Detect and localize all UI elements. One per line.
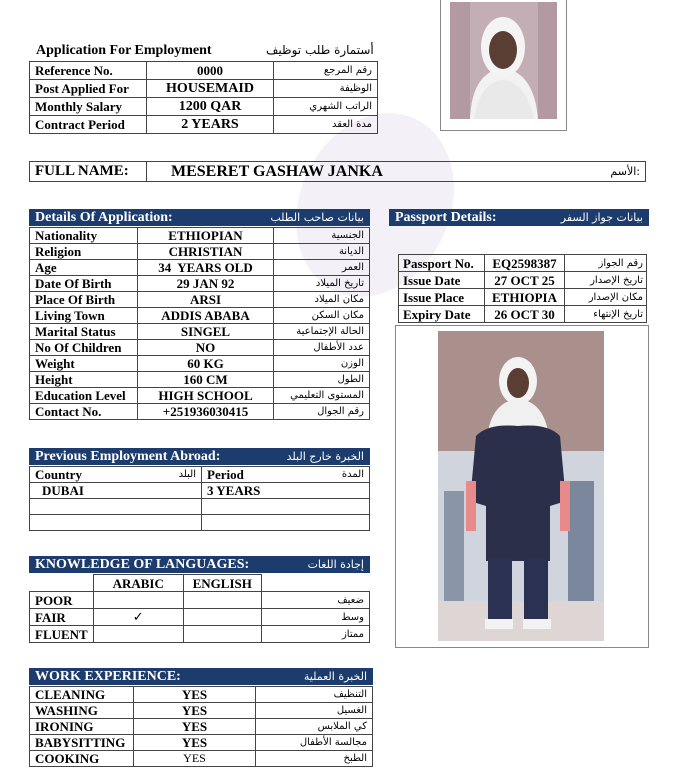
table-row [30,292,370,308]
expiry-value: 26 OCT 30 [485,306,565,323]
poor-label: POOR [30,592,94,609]
marital-value: SINGEL [138,324,274,340]
fluent-label-ar: ممتاز [261,626,369,643]
age-label: Age [30,260,138,276]
fluent-arabic [93,626,183,643]
table-row [30,575,370,592]
table-row [399,289,647,306]
cleaning-value: YES [134,687,256,703]
table-row [30,687,373,703]
religion-value: CHRISTIAN [138,244,274,260]
weight-label: Weight [30,356,138,372]
education-label-ar: المستوى التعليمي [274,388,370,404]
passport-title-ar: بيانات جواز السفر [560,211,643,224]
table-row [30,609,370,626]
age-value: 34 YEARS OLD [138,260,274,276]
issue-date-label: Issue Date [399,272,485,289]
dob-label: Date Of Birth [30,276,138,292]
fluent-label: FLUENT [30,626,94,643]
period-header [202,467,370,483]
empty-cell [202,499,370,515]
english-col-header: ENGLISH [183,575,261,592]
pob-value: ARSI [138,292,274,308]
country-label-ar: البلد [178,469,196,480]
salary-label-ar: الراتب الشهري [274,98,378,116]
post-label: Post Applied For [30,80,147,98]
washing-value: YES [134,703,256,719]
details-table [29,227,370,420]
portrait-image [450,2,557,119]
cleaning-label-ar: التنظيف [256,687,373,703]
ironing-value: YES [134,719,256,735]
nationality-label-ar: الجنسية [274,228,370,244]
cooking-label: COOKING [30,751,134,767]
full-body-image [438,331,604,641]
cleaning-label: CLEANING [30,687,134,703]
salary-label: Monthly Salary [30,98,147,116]
education-value: HIGH SCHOOL [138,388,274,404]
fair-arabic-check: ✓ [93,609,183,626]
period-label-ar: المدة [341,469,364,480]
full-name-table [29,161,646,182]
fair-label-ar: وسط [261,609,369,626]
poor-english [183,592,261,609]
table-row [30,324,370,340]
nationality-value: ETHIOPIAN [138,228,274,244]
table-row [30,735,373,751]
ironing-label: IRONING [30,719,134,735]
fluent-english [183,626,261,643]
empty-cell [261,575,369,592]
table-row [30,404,370,420]
washing-label: WASHING [30,703,134,719]
age-label-ar: العمر [274,260,370,276]
passport-table [398,254,647,323]
dob-label-ar: تاريخ الميلاد [274,276,370,292]
dob-value: 29 JAN 92 [138,276,274,292]
children-label: No Of Children [30,340,138,356]
table-row [30,162,646,182]
table-row [30,308,370,324]
passport-no-value: EQ2598387 [485,255,565,272]
full-name-value: MESERET GASHAW JANKA [147,162,606,182]
employment-title-en: Previous Employment Abroad: [35,449,221,464]
pob-label-ar: مكان الميلاد [274,292,370,308]
period-value: 3 YEARS [202,483,370,499]
contract-label-ar: مدة العقد [274,116,378,134]
table-row [399,255,647,272]
religion-label-ar: الديانة [274,244,370,260]
table-row [399,272,647,289]
empty-cell [30,575,94,592]
country-value: DUBAI [30,483,202,499]
weight-value: 60 KG [138,356,274,372]
education-label: Education Level [30,388,138,404]
arabic-col-header: ARABIC [93,575,183,592]
contact-label-ar: رقم الجوال [274,404,370,420]
full-name-label-ar: الأسم: [605,162,645,182]
fair-label: FAIR [30,609,94,626]
table-row [30,592,370,609]
period-label: Period [207,467,244,482]
issue-place-value: ETHIOPIA [485,289,565,306]
application-table [29,61,378,134]
marital-label: Marital Status [30,324,138,340]
country-header [30,467,202,483]
languages-table [29,574,370,643]
table-row [30,80,378,98]
work-title-en: WORK EXPERIENCE: [35,669,181,684]
employment-header [29,448,370,465]
details-title-en: Details Of Application: [35,210,173,225]
fair-english [183,609,261,626]
issue-date-value: 27 OCT 25 [485,272,565,289]
passport-no-label-ar: رقم الجواز [565,255,647,272]
post-value: HOUSEMAID [147,80,274,98]
issue-place-label: Issue Place [399,289,485,306]
languages-title-en: KNOWLEDGE OF LANGUAGES: [35,557,250,572]
weight-label-ar: الوزن [274,356,370,372]
contract-value: 2 YEARS [147,116,274,134]
passport-header [389,209,649,226]
portrait-frame [440,0,567,131]
languages-header [29,556,370,573]
table-row [30,260,370,276]
table-row [30,467,370,483]
work-table [29,686,373,767]
table-row [30,244,370,260]
expiry-label-ar: تاريخ الإنتهاء [565,306,647,323]
table-row [30,116,378,134]
employment-title-ar: الخبرة خارج البلد [286,450,364,463]
table-row [30,483,370,499]
table-row [30,98,378,116]
poor-label-ar: ضعيف [261,592,369,609]
issue-date-label-ar: تاريخ الإصدار [565,272,647,289]
religion-label: Religion [30,244,138,260]
passport-no-label: Passport No. [399,255,485,272]
babysitting-label: BABYSITTING [30,735,134,751]
table-row [30,228,370,244]
height-label: Height [30,372,138,388]
table-row [30,356,370,372]
cooking-label-ar: الطبخ [256,751,373,767]
nationality-label: Nationality [30,228,138,244]
table-row [399,306,647,323]
contract-label: Contract Period [30,116,147,134]
expiry-label: Expiry Date [399,306,485,323]
full-name-label: FULL NAME: [30,162,147,182]
height-value: 160 CM [138,372,274,388]
empty-cell [30,499,202,515]
table-row [30,62,378,80]
poor-arabic [93,592,183,609]
table-row [30,703,373,719]
issue-place-label-ar: مكان الإصدار [565,289,647,306]
babysitting-label-ar: مجالسة الأطفال [256,735,373,751]
cooking-value: YES [134,751,256,767]
portrait-photo [450,2,557,119]
marital-label-ar: الحالة الإجتماعية [274,324,370,340]
contact-label: Contact No. [30,404,138,420]
application-title-ar: أستمارة طلب توظيف [266,43,374,57]
pob-label: Place Of Birth [30,292,138,308]
passport-title-en: Passport Details: [395,210,497,225]
details-title-ar: بيانات صاحب الطلب [270,211,364,224]
empty-cell [30,515,202,531]
table-row [30,388,370,404]
languages-title-ar: إجادة اللغات [307,558,364,571]
contact-value: +251936030415 [138,404,274,420]
country-label: Country [35,467,82,482]
full-photo [438,331,604,641]
post-label-ar: الوظيفة [274,80,378,98]
application-title-en: Application For Employment [36,43,212,58]
table-row [30,340,370,356]
living-town-label-ar: مكان السكن [274,308,370,324]
children-label-ar: عدد الأطفال [274,340,370,356]
table-row [30,499,370,515]
reference-label: Reference No. [30,62,147,80]
details-header [29,209,370,226]
children-value: NO [138,340,274,356]
table-row [30,276,370,292]
empty-cell [202,515,370,531]
reference-label-ar: رقم المرجع [274,62,378,80]
living-town-label: Living Town [30,308,138,324]
table-row [30,515,370,531]
employment-table [29,466,370,531]
work-header [29,668,373,685]
babysitting-value: YES [134,735,256,751]
work-title-ar: الخبرة العملية [303,670,367,683]
table-row [30,372,370,388]
living-town-value: ADDIS ABABA [138,308,274,324]
table-row [30,626,370,643]
salary-value: 1200 QAR [147,98,274,116]
washing-label-ar: الغسيل [256,703,373,719]
ironing-label-ar: كي الملابس [256,719,373,735]
table-row [30,719,373,735]
reference-value: 0000 [147,62,274,80]
height-label-ar: الطول [274,372,370,388]
table-row [30,751,373,767]
full-photo-frame [395,325,649,648]
